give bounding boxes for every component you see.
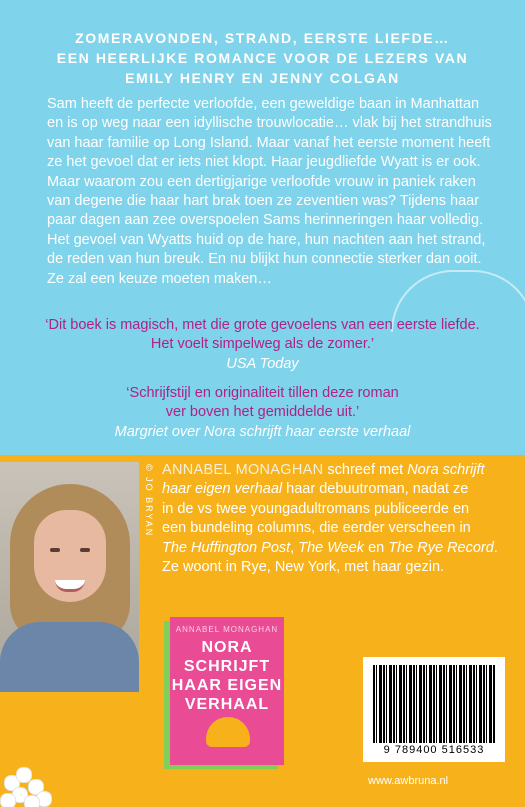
quote-line: Het voelt simpelweg als de zomer.’ (150, 336, 375, 353)
blurb-line: paar dagen aan zee overspoelen Sams herinneringen haar volledig. (47, 212, 484, 229)
blurb-line: van degene die haar hart brak toen ze zeventien was? Tijdens haar (47, 193, 480, 210)
flower-petal (24, 795, 40, 807)
quote-source: Margriet over Nora schrijft haar eerste verhaal (114, 423, 411, 440)
book-cover-image (170, 617, 284, 765)
bio-text: schreef met (323, 462, 408, 478)
quote-line: ‘Schrijfstijl en originaliteit tillen deze roman (126, 385, 399, 401)
book-title-line: HAAR EIGEN (171, 677, 283, 694)
blurb-line: Ze zal een keuze moeten maken… (47, 270, 272, 287)
blurb-line: Maar waarom zou een dertigjarige verloofde vrouw in paniek raken (47, 173, 476, 190)
headline-line: ZOMERAVONDEN, STRAND, EERSTE LIEFDE… (75, 30, 450, 46)
bio-book-title: Nora schrijft (407, 462, 485, 478)
bio-publication: The Week (298, 539, 365, 556)
blurb-line: en is op weg naar een idyllische trouwlocatie… vlak bij het strandhuis (47, 115, 492, 132)
book-illustration (206, 717, 250, 747)
blurb-line: Het gevoel van Wyatts huid op de hare, hun nachten aan het strand, (47, 231, 486, 248)
headline (20, 28, 505, 88)
bio-line (162, 539, 512, 558)
author-eye (80, 548, 90, 552)
barcode (363, 657, 505, 762)
quote-line: ver boven het gemiddelde uit.’ (165, 404, 360, 421)
photo-credit (142, 466, 156, 576)
bio-line: Ze woont in Rye, New York, met haar gezin. (162, 559, 445, 576)
bio-text: . (493, 539, 498, 556)
headline-line: EMILY HENRY EN JENNY COLGAN (125, 70, 400, 86)
bio-text: en (364, 539, 389, 556)
headline-line: EEN HEERLIJKE ROMANCE VOOR DE LEZERS VAN (56, 50, 469, 66)
quote-line: ‘Dit boek is magisch, met die grote gevoelens van een eerste liefde. (45, 317, 480, 333)
bio-text: haar debuutroman, nadat ze (282, 481, 469, 498)
bio-publication: The Huffington Post (162, 539, 291, 556)
barcode-bars (373, 665, 495, 743)
bio-line (162, 461, 512, 480)
bio-line: in de vs twee youngadultromans publiceerde en (162, 500, 470, 517)
bio-publication: The Rye Record (388, 539, 494, 556)
author-name: ANNABEL MONAGHAN (162, 462, 324, 478)
blurb-line: ze het gevoel dat er iets niet klopt. Haar jeugdliefde Wyatt is er ook. (47, 154, 481, 171)
flower-petal (0, 793, 16, 807)
blurb (47, 95, 492, 289)
blurb-line: van haar familie op Long Island. Maar vanaf het eerste moment heeft (47, 134, 491, 151)
book-title-line: VERHAAL (184, 696, 270, 713)
author-photo (0, 462, 139, 692)
quote-source: USA Today (226, 355, 299, 372)
blurb-line: de reden van hun breuk. En nu blijkt hun connectie sterker dan ooit. (47, 251, 482, 268)
bio-line (162, 480, 512, 499)
flower-decoration (0, 745, 60, 807)
author-eye (50, 548, 60, 552)
bio-text: , (290, 539, 299, 556)
blurb-line: Sam heeft de perfecte verloofde, een geweldige baan in Manhattan (47, 96, 480, 112)
bio-book-title: haar eigen verhaal (162, 481, 283, 498)
book-title-line: SCHRIJFT (183, 658, 271, 675)
publisher-website: www.awbruna.nl (368, 775, 449, 787)
isbn-number: 9 789400 516533 (383, 744, 485, 756)
review-quote-usa-today (30, 316, 495, 374)
author-bio (162, 461, 512, 577)
book-title-line: NORA (201, 639, 253, 656)
review-quote-margriet (30, 384, 495, 442)
author-shirt (0, 622, 139, 692)
bio-line: een bundeling columns, die eerder verscheen in (162, 520, 471, 537)
book-author: ANNABEL MONAGHAN (175, 625, 279, 634)
photo-credit-text: © JO BRYAN (144, 464, 154, 538)
